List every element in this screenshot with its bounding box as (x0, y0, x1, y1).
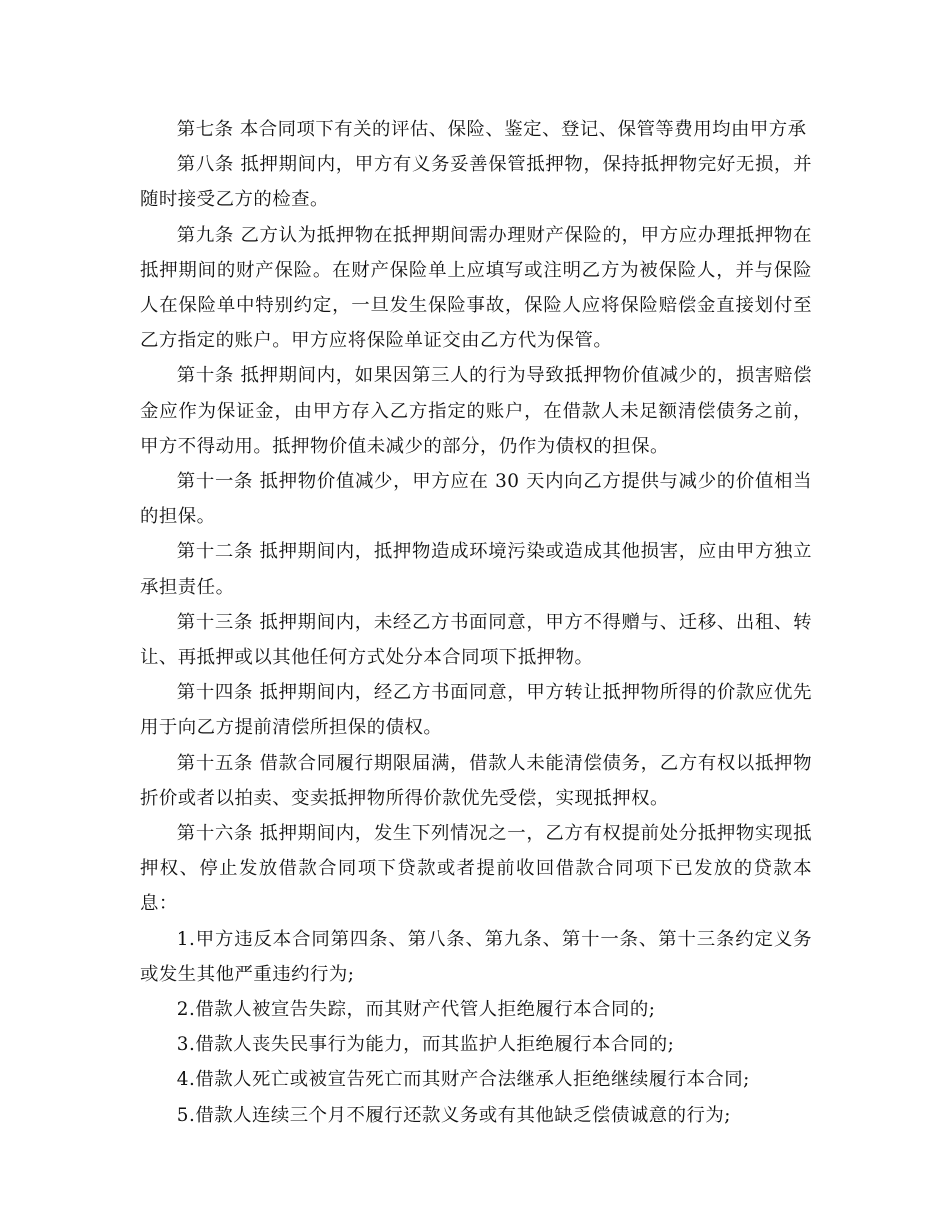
article-16-item-4: 4.借款人死亡或被宣告死亡而其财产合法继承人拒绝继续履行本合同; (176, 1069, 750, 1091)
article-16-item-2: 2.借款人被宣告失踪，而其财产代管人拒绝履行本合同的; (176, 999, 656, 1021)
contract-body (140, 112, 812, 1133)
article-13: 第十三条 抵押期间内，未经乙方书面同意，甲方不得赠与、迁移、出租、转让、再抵押或以其他任何方式处分本合同项下抵押物。 (140, 611, 812, 669)
article-16-item-5: 5.借款人连续三个月不履行还款义务或有其他缺乏偿债诚意的行为; (176, 1104, 731, 1126)
article-14: 第十四条 抵押期间内，经乙方书面同意，甲方转让抵押物所得的价款应优先用于向乙方提前清偿所担保的债权。 (140, 682, 812, 739)
article-16-item-1: 1.甲方违反本合同第四条、第八条、第九条、第十一条、第十三条约定义务或发生其他严重违约行为; (140, 928, 812, 985)
article-8: 第八条 抵押期间内，甲方有义务妥善保管抵押物，保持抵押物完好无损，并随时接受乙方的检查。 (140, 154, 812, 211)
article-16-item-3: 3.借款人丧失民事行为能力，而其监护人拒绝履行本合同的; (176, 1034, 675, 1056)
article-10: 第十条 抵押期间内，如果因第三人的行为导致抵押物价值减少的，损害赔偿金应作为保证金，由甲方存入乙方指定的账户，在借款人未足额清偿债务之前，甲方不得动用。抵押物价值未减少的部分，仍作为债权的担保。 (140, 365, 812, 457)
article-16: 第十六条 抵押期间内，发生下列情况之一，乙方有权提前处分抵押物实现抵押权、停止发放借款合同项下贷款或者提前收回借款合同项下已发放的贷款本息： (140, 823, 812, 915)
article-15: 第十五条 借款合同履行期限届满，借款人未能清偿债务，乙方有权以抵押物折价或者以拍卖、变卖抵押物所得价款优先受偿，实现抵押权。 (140, 752, 812, 809)
article-7: 第七条 本合同项下有关的评估、保险、鉴定、登记、保管等费用均由甲方承 (176, 119, 807, 140)
article-12: 第十二条 抵押期间内，抵押物造成环境污染或造成其他损害，应由甲方独立承担责任。 (140, 541, 812, 598)
article-11: 第十一条 抵押物价值减少，甲方应在 30 天内向乙方提供与减少的价值相当的担保。 (140, 471, 812, 528)
article-9: 第九条 乙方认为抵押物在抵押期间需办理财产保险的，甲方应办理抵押物在抵押期间的财产保险。在财产保险单上应填写或注明乙方为被保险人，并与保险人在保险单中特别约定，一旦发生保险事故，保险人应将保险赔偿金直接划付至乙方指定的账户。甲方应将保险单证交由乙方代为保管。 (140, 224, 812, 352)
